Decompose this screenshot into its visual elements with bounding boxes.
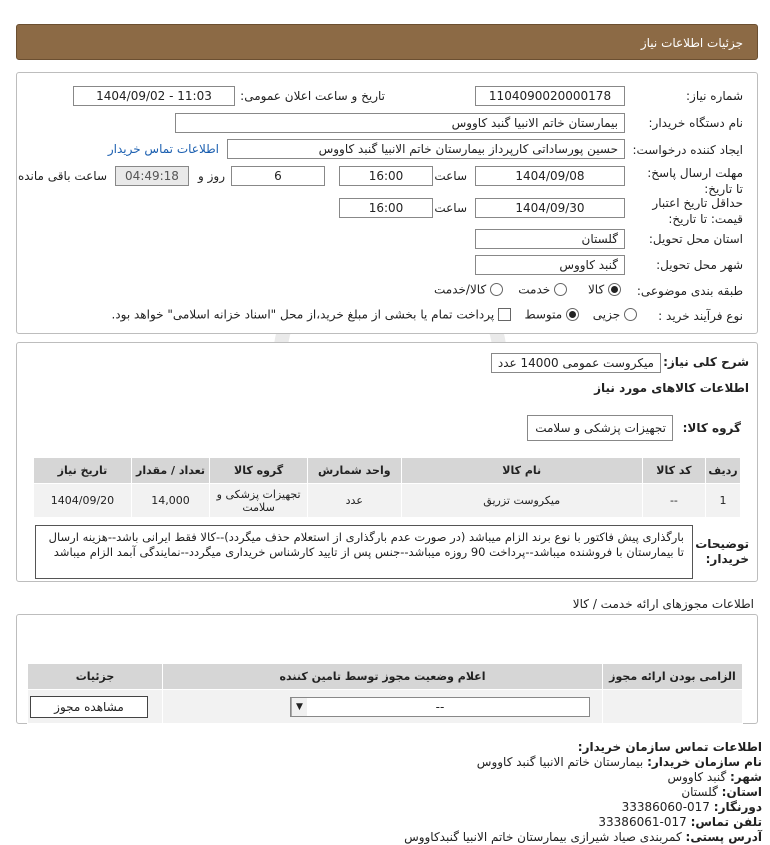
notes-box: بارگذاری پیش فاکتور با نوع برند الزام میباشد (در صورت عدم بارگذاری از استعلام حذف میگردد)--کالا فقط ایرانی باشد--هزینه ارسال تا بیمارستان با فروشنده میباشد--پرداخت 90 روزه میباشد--جنس پس از تایید کارشناس خریداری میگردد--نمایندگی آبمد الزام میباشد <box>35 525 693 579</box>
contact-phone-label: تلفن تماس: <box>690 815 762 829</box>
goods-table-header <box>34 458 741 484</box>
province-label: استان محل تحویل: <box>648 232 743 246</box>
col-code: کد کالا <box>642 458 705 484</box>
col-status: اعلام وضعیت مجوز توسط تامین کننده <box>163 664 603 690</box>
col-date: تاریخ نیاز <box>34 458 132 484</box>
buyer-contact-link[interactable]: اطلاعات تماس خریدار <box>107 142 219 156</box>
chevron-down-icon[interactable]: ▼ <box>291 698 307 716</box>
deadline-time-field[interactable]: 16:00 <box>339 166 433 186</box>
needs-panel <box>16 342 758 582</box>
days-label: روز و <box>198 169 225 183</box>
announce-label: تاریخ و ساعت اعلان عمومی: <box>240 89 385 103</box>
radio-icon[interactable] <box>608 283 621 296</box>
cell-code: -- <box>642 484 705 518</box>
col-name: نام کالا <box>401 458 642 484</box>
col-unit: واحد شمارش <box>308 458 402 484</box>
announce-field[interactable]: 1404/09/02 - 11:03 <box>73 86 235 106</box>
cell-group: تجهیزات پزشکی و سلامت <box>210 484 308 518</box>
col-group: گروه کالا <box>210 458 308 484</box>
deadline-time-label: ساعت <box>434 169 467 183</box>
contact-title: اطلاعات تماس سازمان خریدار: <box>577 740 762 754</box>
contact-fax: 017-33386060 <box>621 800 710 814</box>
permits-title: اطلاعات مجوزهای ارائه خدمت / کالا <box>572 597 754 611</box>
deadline-label: مهلت ارسال پاسخ: تا تاریخ: <box>647 166 743 196</box>
province-field[interactable]: گلستان <box>475 229 625 249</box>
contact-fax-label: دورنگار: <box>713 800 762 814</box>
table-row[interactable] <box>34 484 741 518</box>
purchase-option-medium[interactable]: متوسط <box>524 307 579 322</box>
goods-group-label: گروه کالا: <box>682 421 741 435</box>
city-label: شهر محل تحویل: <box>656 258 743 272</box>
contact-province-label: استان: <box>721 785 762 799</box>
summary-label: شرح کلی نیاز: <box>663 355 749 369</box>
col-details: جزئیات <box>28 664 163 690</box>
remaining-time-field: 04:49:18 <box>115 166 189 186</box>
category-option-service[interactable]: خدمت <box>518 282 567 297</box>
cell-required <box>603 690 743 724</box>
purchase-type-label: نوع فرآیند خرید : <box>658 309 743 323</box>
validity-label: حداقل تاریخ اعتبار قیمت: تا تاریخ: <box>652 196 743 226</box>
cell-row: 1 <box>705 484 740 518</box>
permits-table <box>27 663 743 724</box>
view-permit-button[interactable]: مشاهده مجوز <box>30 696 148 718</box>
permit-status-value: -- <box>435 700 445 714</box>
cell-date: 1404/09/20 <box>34 484 132 518</box>
validity-time-label: ساعت <box>434 201 467 215</box>
category-option-goods[interactable]: کالا <box>588 282 621 297</box>
contact-phone: 017-33386061 <box>598 815 687 829</box>
creator-field[interactable]: حسین پورساداتی کارپرداز بیمارستان خاتم الانبیا گنبد کاووس <box>227 139 625 159</box>
contact-province: گلستان <box>681 785 718 799</box>
category-option-both[interactable]: کالا/خدمت <box>434 282 503 297</box>
treasury-payment-option[interactable]: پرداخت تمام یا بخشی از مبلغ خرید،از محل "اسناد خزانه اسلامی" خواهد بود. <box>111 307 511 322</box>
cell-unit: عدد <box>308 484 402 518</box>
validity-date-field[interactable]: 1404/09/30 <box>475 198 625 218</box>
radio-icon[interactable] <box>566 308 579 321</box>
need-info-panel <box>16 72 758 334</box>
contact-section <box>404 740 762 845</box>
contact-address: کمربندی صیاد شیرازی بیمارستان خاتم الانبیا گنبدکاووس <box>404 830 682 844</box>
permits-panel <box>16 614 758 724</box>
radio-icon[interactable] <box>490 283 503 296</box>
need-number-label: شماره نیاز: <box>686 89 743 103</box>
page-header <box>16 24 758 60</box>
buyer-org-label: نام دستگاه خریدار: <box>648 116 743 130</box>
need-number-field[interactable]: 1104090020000178 <box>475 86 625 106</box>
cell-name: میکروست تزریق <box>401 484 642 518</box>
radio-icon[interactable] <box>554 283 567 296</box>
contact-city-label: شهر: <box>730 770 762 784</box>
radio-icon[interactable] <box>624 308 637 321</box>
goods-section-title: اطلاعات کالاهای مورد نیاز <box>594 381 749 395</box>
deadline-date-field[interactable]: 1404/09/08 <box>475 166 625 186</box>
city-field[interactable]: گنبد کاووس <box>475 255 625 275</box>
contact-org-label: نام سازمان خریدار: <box>647 755 762 769</box>
contact-org: بیمارستان خاتم الانبیا گنبد کاووس <box>476 755 644 769</box>
contact-address-label: آدرس پستی: <box>685 830 762 844</box>
col-required: الزامی بودن ارائه مجوز <box>603 664 743 690</box>
table-row <box>28 690 743 724</box>
page-title: جزئیات اطلاعات نیاز <box>640 36 743 50</box>
cell-details <box>28 690 163 724</box>
goods-group-field[interactable]: تجهیزات پزشکی و سلامت <box>527 415 673 441</box>
validity-time-field[interactable]: 16:00 <box>339 198 433 218</box>
permit-status-select[interactable] <box>290 697 590 717</box>
col-qty: تعداد / مقدار <box>131 458 209 484</box>
goods-table <box>33 457 741 518</box>
days-field[interactable]: 6 <box>231 166 325 186</box>
cell-status <box>163 690 603 724</box>
cell-qty: 14,000 <box>131 484 209 518</box>
contact-city: گنبد کاووس <box>667 770 727 784</box>
category-label: طبقه بندی موضوعی: <box>636 284 743 298</box>
permits-table-header <box>28 664 743 690</box>
creator-label: ایجاد کننده درخواست: <box>632 143 743 157</box>
checkbox-icon[interactable] <box>498 308 511 321</box>
notes-label: توضیحات خریدار: <box>695 537 749 566</box>
col-row: ردیف <box>705 458 740 484</box>
summary-field[interactable]: میکروست عمومی 14000 عدد <box>491 353 661 373</box>
purchase-option-minor[interactable]: جزیی <box>593 307 637 322</box>
buyer-org-field[interactable]: بیمارستان خاتم الانبیا گنبد کاووس <box>175 113 625 133</box>
remaining-label: ساعت باقی مانده <box>17 169 107 183</box>
